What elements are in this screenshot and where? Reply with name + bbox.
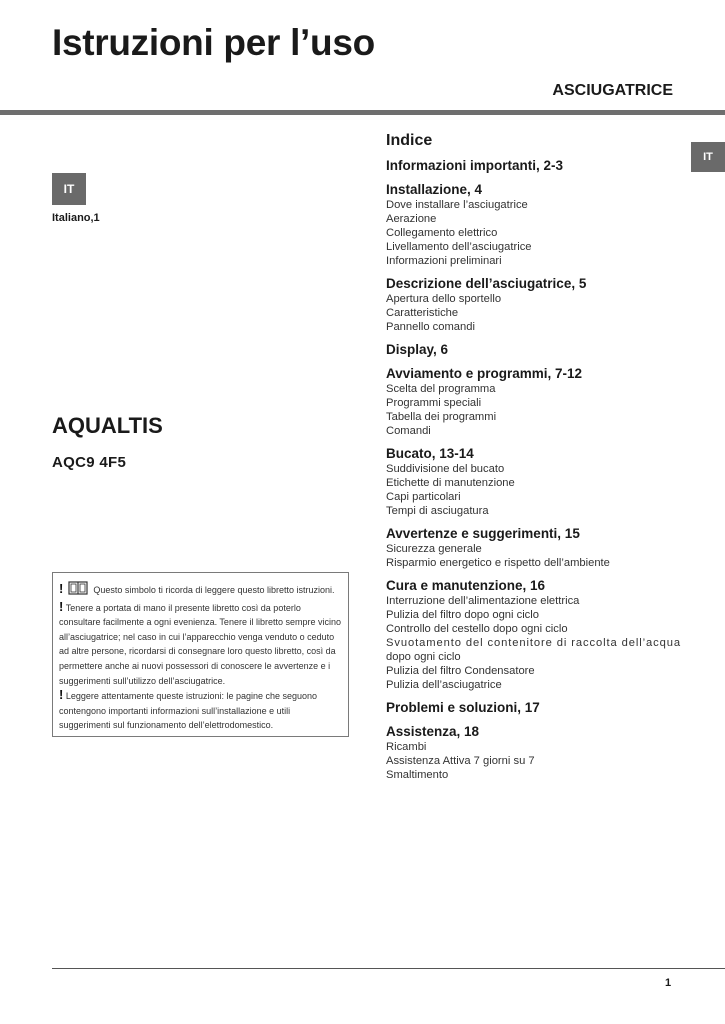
toc-item[interactable]: Capi particolari <box>386 491 461 503</box>
toc-item[interactable]: Tempi di asciugatura <box>386 505 489 517</box>
language-badge: IT <box>52 173 86 205</box>
toc-section <box>386 525 686 570</box>
toc-item[interactable]: dopo ogni ciclo <box>386 651 461 663</box>
toc-section-title[interactable]: Assistenza, 18 <box>386 724 480 739</box>
toc-section <box>386 577 686 692</box>
notice-text: Leggere attentamente queste istruzioni: le pagine che seguono contengono importanti informazioni sull’installazione e utili suggerimenti sul funzionamento dell’elettrodomestico. <box>59 691 318 731</box>
toc-section <box>386 699 686 716</box>
toc-item[interactable]: Caratteristiche <box>386 307 459 319</box>
language-side-tab: IT <box>691 142 725 172</box>
exclamation-icon: ! <box>59 581 64 596</box>
exclamation-icon: ! <box>59 687 64 703</box>
toc-section <box>386 445 686 518</box>
toc-sections <box>386 157 686 782</box>
toc-section <box>386 157 686 174</box>
toc-section-title[interactable]: Problemi e soluzioni, 17 <box>386 700 540 715</box>
toc-item[interactable]: Apertura dello sportello <box>386 293 502 305</box>
toc-item[interactable]: Pulizia del filtro Condensatore <box>386 665 535 677</box>
toc-item[interactable]: Pulizia dell’asciugatrice <box>386 679 502 691</box>
toc-item[interactable]: Livellamento dell’asciugatrice <box>386 241 532 253</box>
toc-item[interactable]: Informazioni preliminari <box>386 255 502 267</box>
toc-item[interactable]: Pulizia del filtro dopo ogni ciclo <box>386 609 539 621</box>
page-number: 1 <box>665 977 672 989</box>
toc-section <box>386 181 686 268</box>
toc-section-title[interactable]: Informazioni importanti, 2-3 <box>386 158 564 173</box>
toc-item[interactable]: Aerazione <box>386 213 437 225</box>
toc-item[interactable]: Comandi <box>386 425 431 437</box>
toc-section <box>386 365 686 438</box>
toc-section-title[interactable]: Avvertenze e suggerimenti, 15 <box>386 526 580 541</box>
toc-section-title[interactable]: Installazione, 4 <box>386 182 483 197</box>
header-divider <box>0 110 725 115</box>
notice-text: Tenere a portata di mano il presente libretto così da poterlo consultare facilmente a ogni evenienza. Tenere il libretto sempre vicino all’asciugatrice; nel caso in cui l’apparecchio venga venduto o ceduto ad altre persone, ricordarsi di consegnare loro questo libretto, così da permettere anche ai nuovi possessori di conoscere le avvertenze e i suggerimenti sull’utilizzo dell’asciugatrice. <box>59 602 341 686</box>
notice-icon-line <box>59 581 342 600</box>
toc-item[interactable]: Etichette di manutenzione <box>386 477 515 489</box>
notice-icon-text: Questo simbolo ti ricorda di leggere questo libretto istruzioni. <box>93 585 335 595</box>
notice-paragraph <box>59 600 342 689</box>
toc-section-title[interactable]: Avviamento e programmi, 7-12 <box>386 366 583 381</box>
language-label: Italiano,1 <box>52 212 100 224</box>
footer-divider <box>52 968 725 969</box>
toc-item[interactable]: Assistenza Attiva 7 giorni su 7 <box>386 755 535 767</box>
toc-item[interactable]: Svuotamento del contenitore di raccolta dell’acqua <box>386 637 682 649</box>
toc-section <box>386 275 686 334</box>
toc-item[interactable]: Suddivisione del bucato <box>386 463 505 475</box>
toc-section-title[interactable]: Descrizione dell’asciugatrice, 5 <box>386 276 587 291</box>
toc-item[interactable]: Collegamento elettrico <box>386 227 498 239</box>
toc-section-title[interactable]: Bucato, 13-14 <box>386 446 474 461</box>
product-brand: AQUALTIS <box>52 413 163 438</box>
toc-section <box>386 341 686 358</box>
exclamation-icon: ! <box>59 598 64 614</box>
toc-item[interactable]: Smaltimento <box>386 769 449 781</box>
toc-item[interactable]: Pannello comandi <box>386 321 475 333</box>
toc-section-title[interactable]: Display, 6 <box>386 342 449 357</box>
toc-item[interactable]: Ricambi <box>386 741 427 753</box>
page-title: Istruzioni per l’uso <box>52 22 375 63</box>
notice-paragraph <box>59 688 342 733</box>
table-of-contents <box>386 132 686 789</box>
toc-item[interactable]: Dove installare l’asciugatrice <box>386 199 528 211</box>
book-icon <box>68 581 88 600</box>
toc-item[interactable]: Interruzione dell’alimentazione elettrica <box>386 595 580 607</box>
toc-item[interactable]: Programmi speciali <box>386 397 482 409</box>
toc-heading: Indice <box>386 132 433 149</box>
toc-section-title[interactable]: Cura e manutenzione, 16 <box>386 578 546 593</box>
toc-section <box>386 723 686 782</box>
toc-item[interactable]: Tabella dei programmi <box>386 411 497 423</box>
toc-item[interactable]: Scelta del programma <box>386 383 496 395</box>
notice-box <box>52 572 349 737</box>
product-model: AQC9 4F5 <box>52 454 127 471</box>
toc-item[interactable]: Controllo del cestello dopo ogni ciclo <box>386 623 568 635</box>
toc-item[interactable]: Sicurezza generale <box>386 543 482 555</box>
toc-item[interactable]: Risparmio energetico e rispetto dell’ambiente <box>386 557 610 569</box>
product-type-label: ASCIUGATRICE <box>552 82 673 99</box>
